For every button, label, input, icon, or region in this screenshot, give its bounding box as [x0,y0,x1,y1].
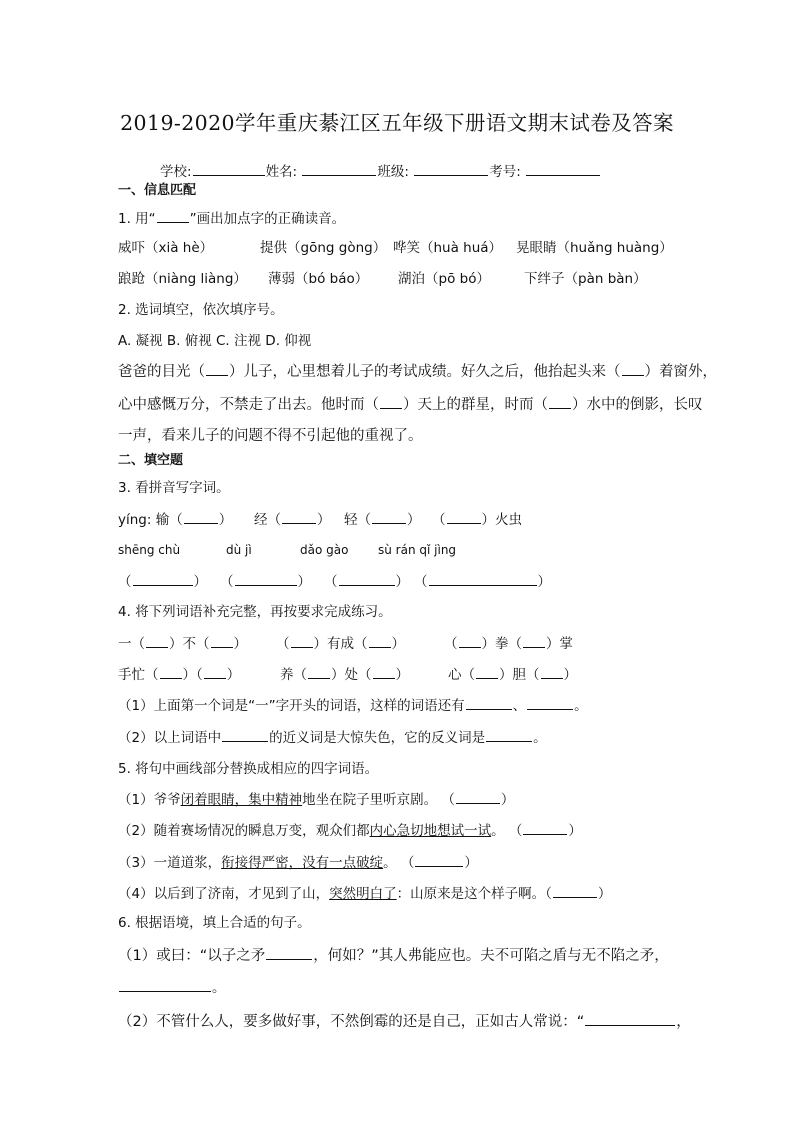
question-5-item-2: （2）随着赛场情况的瞬息万变，观众们都内心急切地想试一试。 （ ） [118,820,582,841]
name-blank[interactable] [302,161,376,176]
answer-blank [157,208,189,223]
word-item: 踉跄（niàng liàng） [118,271,247,287]
answer-blank[interactable] [339,571,395,586]
class-label: 班级: [377,164,414,180]
question-2-passage-line-2: 心中感慨万分，不禁走了出去。他时而（ ）天上的群星，时而（ ）水中的倒影，长叹 [118,394,703,415]
question-6-item-1-cont: 。 [118,977,226,998]
word-item: 提供（gōng gòng） [260,240,387,256]
answer-blank[interactable] [291,633,313,648]
pinyin-prefix: yíng: [118,512,152,528]
question-1-stem: 1. 用“ ”画出加点字的正确读音。 [118,208,345,229]
exam-page: 2019-2020学年重庆綦江区五年级下册语文期末试卷及答案 学校: 姓名: 班级: 考号: 一、信息匹配 1. 用“ ”画出加点字的正确读音。 威吓（xià hè） 提供（gōng gòng） 哗笑（huà huá） 晃眼睛（huǎng huàng） 踉跄（niàng liàng） 薄弱（bó báo） 湖泊（pō bó） 下绊子（pàn bàn） 2. 选词填空，依次填序号。 A. 凝视 B. 俯视 C. 注视 D. 仰视 爸爸的目光（ ）儿子，心里想着儿子的考试成绩。好久之后，他抬起头来（ ）着窗外， 心中感慨万分，不禁走了出去。他时而（ ）天上的群星，时而（ ）水中的倒影，长叹 一声，看来儿子的问题不得不引起他的重视了。 二、填空题 3. 看拼音写字词。 yíng: 输（ ） 经（ ） 轻（ ） （ ）火虫 shēng chù dù jì dǎo gào sù rán qǐ jìng （ ） （ ） （ ） （ ） 4. 将下列词语补充完整，再按要求完成练习。 一（ ）不（ ） （ ）有成（ ） （ ）拳（ ）掌 手忙（ ）（ ） 养（ ）处（ ） 心（ ）胆（ ） （1）上面第一个词是“一”字开头的词语，这样的词语还有 、 。 （2）以上词语中 的近义词是大惊失色，它的反义词是 。 5. 将句中画线部分替换成相应的四字词语。 （1）爷爷闭着眼睛，集中精神地坐在院子里听京剧。 （ ） （2）随着赛场情况的瞬息万变，观众们都内心急切地想试一试。 （ ） （3）一道道浆，衔接得严密，没有一点破绽。 （ ） （4）以后到了济南，才见到了山，突然明白了：山原来是这个样子啊。（ ） 6. 根据语境，填上合适的句子。 （1）或曰：“以子之矛 ，何如？”其人弗能应也。夫不可陷之盾与无不陷之矛， 。 （2）不管什么人，要多做好事，不然倒霉的还是自己，正如古人常说：“ ， [0,0,794,1123]
answer-blank[interactable] [585,1011,675,1026]
school-label: 学校: [160,164,192,180]
underlined-phrase: 闭着眼睛，集中精神 [180,792,303,808]
question-6-item-1: （1）或曰：“以子之矛 ，何如？”其人弗能应也。夫不可陷之盾与无不陷之矛， [118,945,669,966]
answer-blank[interactable] [622,361,644,376]
underlined-phrase: 突然明白了 [329,886,397,902]
question-5-item-3: （3）一道道浆，衔接得严密，没有一点破绽。 （ ） [118,852,478,873]
exam-number-blank[interactable] [526,161,600,176]
answer-blank[interactable] [235,571,297,586]
answer-blank[interactable] [184,509,218,524]
word-item: 晃眼睛（huǎng huàng） [516,240,673,256]
question-6-item-2: （2）不管什么人，要多做好事，不然倒霉的还是自己，正如古人常说：“ ， [118,1011,691,1032]
section-heading-2: 二、填空题 [118,453,184,468]
underlined-phrase: 衔接得严密，没有一点破绽 [221,855,384,871]
pinyin-item: sù rán qǐ jìng [378,543,457,557]
question-2-options: A. 凝视 B. 俯视 C. 注视 D. 仰视 [118,333,312,349]
page-title: 2019-2020学年重庆綦江区五年级下册语文期末试卷及答案 [120,111,674,135]
answer-blank[interactable] [380,394,402,409]
underlined-phrase: 内心急切地想试一试 [369,823,492,839]
word-item: 薄弱（bó báo） [268,271,369,287]
pinyin-item: shēng chù [118,543,181,557]
class-blank[interactable] [414,161,488,176]
answer-blank[interactable] [206,361,228,376]
answer-blank[interactable] [466,695,512,710]
answer-blank[interactable] [476,664,498,679]
section-heading-1: 一、信息匹配 [118,183,197,198]
school-blank[interactable] [193,161,265,176]
word-item: 下绊子（pàn bàn） [524,271,647,287]
answer-blank[interactable] [527,695,573,710]
exam-number-label: 考号: [489,164,526,180]
answer-blank[interactable] [119,977,211,992]
answer-blank[interactable] [133,571,193,586]
answer-blank[interactable] [456,789,500,804]
word-item: 湖泊（pō bó） [398,271,490,287]
answer-blank[interactable] [553,883,597,898]
answer-blank[interactable] [486,727,532,742]
answer-blank[interactable] [372,509,406,524]
answer-blank[interactable] [541,664,563,679]
answer-blank[interactable] [211,633,233,648]
question-3-stem: 3. 看拼音写字词。 [118,480,230,496]
answer-blank[interactable] [373,664,395,679]
answer-blank[interactable] [447,509,481,524]
answer-blank[interactable] [459,633,481,648]
name-label: 姓名: [265,164,302,180]
answer-blank[interactable] [160,664,182,679]
question-4-sub-2: （2）以上词语中 的近义词是大惊失色，它的反义词是 。 [118,727,547,748]
answer-blank[interactable] [415,852,463,867]
question-2-stem: 2. 选词填空，依次填序号。 [118,302,284,318]
question-2-passage-line-3: 一声，看来儿子的问题不得不引起他的重视了。 [118,428,423,444]
answer-blank[interactable] [523,820,567,835]
answer-blank[interactable] [308,664,330,679]
answer-blank[interactable] [549,394,571,409]
question-5-item-1: （1）爷爷闭着眼睛，集中精神地坐在院子里听京剧。 （ ） [118,789,514,810]
pinyin-item: dù jì [226,543,252,557]
question-5-item-4: （4）以后到了济南，才见到了山，突然明白了：山原来是这个样子啊。（ ） [118,883,611,904]
answer-blank[interactable] [266,945,312,960]
student-info-fields [160,161,601,182]
answer-blank[interactable] [282,509,316,524]
answer-blank[interactable] [429,571,537,586]
question-4-sub-1: （1）上面第一个词是“一”字开头的词语，这样的词语还有 、 。 [118,695,588,716]
question-2-passage-line-1: 爸爸的目光（ ）儿子，心里想着儿子的考试成绩。好久之后，他抬起头来（ ）着窗外， [118,361,717,382]
question-6-stem: 6. 根据语境，填上合适的句子。 [118,915,311,931]
answer-blank[interactable] [523,633,545,648]
pinyin-item: dǎo gào [300,543,349,557]
answer-blank[interactable] [222,727,268,742]
question-5-stem: 5. 将句中画线部分替换成相应的四字词语。 [118,761,379,777]
answer-blank[interactable] [369,633,391,648]
question-4-stem: 4. 将下列词语补充完整，再按要求完成练习。 [118,604,392,620]
word-item: 哗笑（huà huá） [393,240,503,256]
answer-blank[interactable] [204,664,226,679]
answer-blank[interactable] [146,633,168,648]
word-item: 威吓（xià hè） [118,240,214,256]
